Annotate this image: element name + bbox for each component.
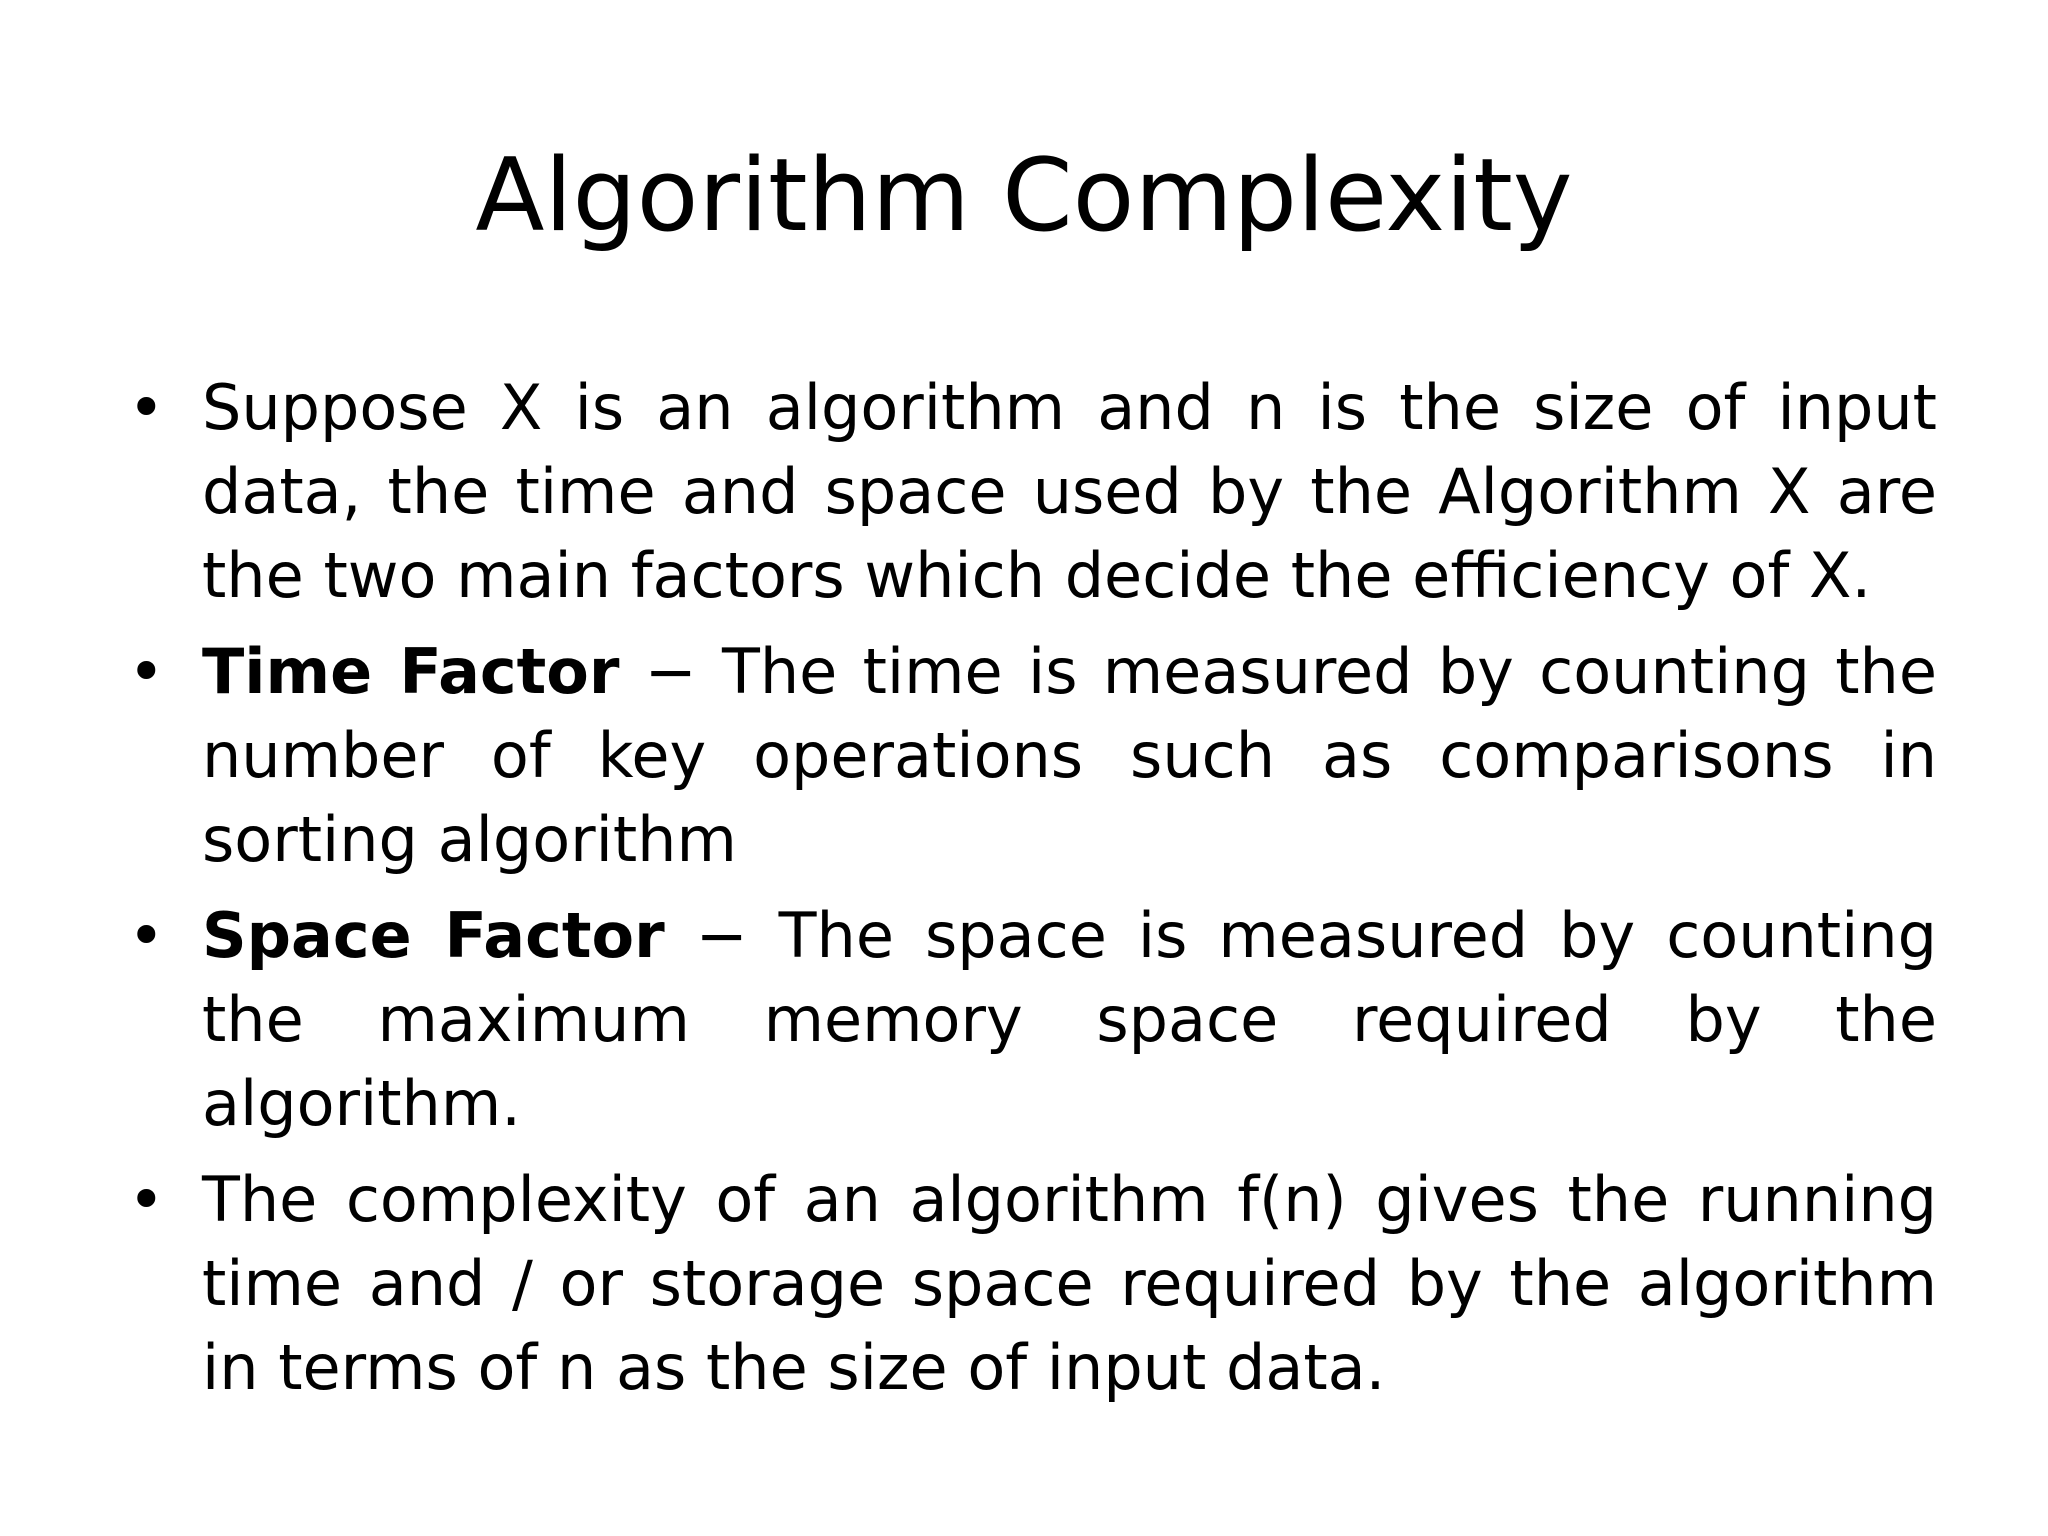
- bullet-dot-icon: •: [128, 635, 165, 708]
- bullet-dot-icon: •: [128, 1163, 165, 1236]
- bullet-item-time-factor: [122, 630, 1937, 882]
- bullet-term: Time Factor: [202, 635, 620, 708]
- bullet-text: − The time is measured by counting the number of key operations such as comparisons in sorting algorithm: [202, 635, 1937, 876]
- bullet-list: [122, 366, 1937, 1422]
- bullet-term: Space Factor: [202, 899, 665, 972]
- bullet-dot-icon: •: [128, 899, 165, 972]
- bullet-text: − The space is measured by counting the maximum memory space required by the algorithm.: [202, 899, 1937, 1140]
- bullet-text: Suppose X is an algorithm and n is the size of input data, the time and space used by the Algorithm X are the two main factors which decide the efficiency of X.: [202, 371, 1937, 612]
- slide-title: Algorithm Complexity: [475, 136, 1573, 254]
- bullet-dot-icon: •: [128, 371, 165, 444]
- bullet-text: The complexity of an algorithm f(n) gives the running time and / or storage space required by the algorithm in terms of n as the size of input data.: [202, 1163, 1937, 1404]
- bullet-item-complexity: [122, 1158, 1937, 1410]
- bullet-item-space-factor: [122, 894, 1937, 1146]
- bullet-item-input-size: [122, 366, 1937, 618]
